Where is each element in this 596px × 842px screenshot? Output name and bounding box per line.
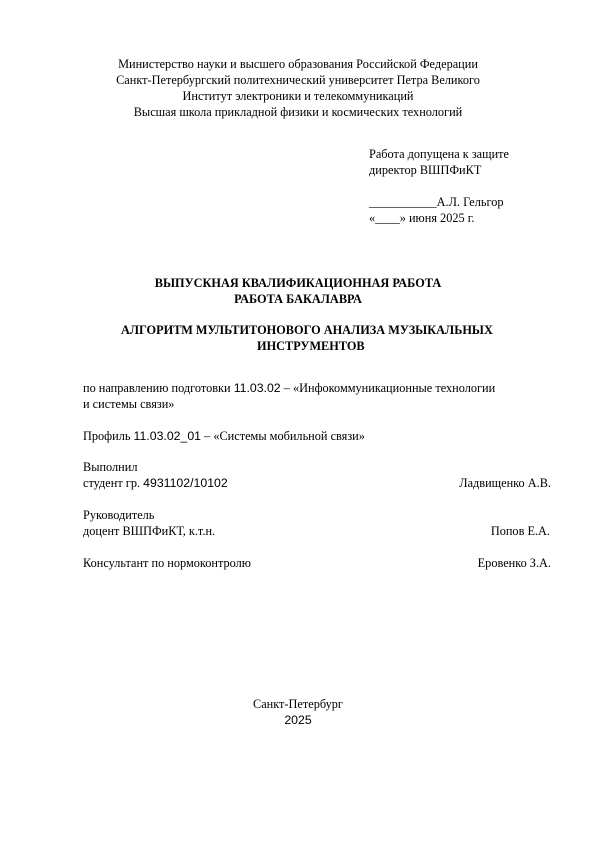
work-type-line2: РАБОТА БАКАЛАВРА: [234, 292, 362, 306]
approval-line: Работа допущена к защите: [369, 147, 510, 161]
profile-prefix: Профиль: [83, 429, 134, 443]
direction-line: [83, 382, 495, 394]
supervisor-role: доцент ВШПФиКТ, к.т.н.: [83, 524, 216, 538]
signature-name: А.Л. Гельгор: [436, 195, 504, 209]
profile-code: 11.03.02_01: [133, 429, 202, 443]
profile-rest: – «Системы мобильной связи»: [201, 429, 365, 443]
topic-line2: ИНСТРУМЕНТОВ: [257, 339, 365, 353]
direction-rest: – «Инфокоммуникационные технологии: [280, 381, 496, 395]
profile-line: [83, 430, 365, 442]
direction-prefix: по направлению подготовки: [83, 381, 234, 395]
approval-date: [369, 212, 474, 224]
school-line: Высшая школа прикладной физики и космических технологий: [133, 105, 463, 119]
supervisor-label: Руководитель: [83, 508, 155, 522]
approval-signature: [369, 196, 504, 208]
footer-city: Санкт-Петербург: [253, 697, 343, 711]
performer-role-prefix: студент гр.: [83, 476, 144, 490]
signature-blank: ___________: [369, 195, 437, 209]
date-blank: ____: [375, 211, 400, 225]
performer-group: 4931102/10102: [143, 476, 228, 490]
supervisor-name: Попов Е.А.: [490, 524, 550, 538]
institute-line: Институт электроники и телекоммуникаций: [182, 89, 414, 103]
topic-line1: АЛГОРИТМ МУЛЬТИТОНОВОГО АНАЛИЗА МУЗЫКАЛЬНЫХ: [121, 323, 493, 337]
date-rest: » июня 2025 г.: [399, 211, 475, 225]
performer-label: Выполнил: [83, 460, 138, 474]
consultant-name: Еровенко З.А.: [477, 556, 551, 570]
approval-director: директор ВШПФиКТ: [369, 163, 482, 177]
direction-code: 11.03.02: [233, 381, 281, 395]
university-line: Санкт-Петербургский политехнический университет Петра Великого: [116, 73, 480, 87]
performer-role: [83, 477, 228, 489]
direction-line2: и системы связи»: [83, 397, 175, 411]
work-type-line1: ВЫПУСКНАЯ КВАЛИФИКАЦИОННАЯ РАБОТА: [154, 276, 442, 290]
date-open-quote: «: [369, 211, 376, 225]
performer-name: Ладвищенко А.В.: [459, 476, 551, 490]
ministry-line: Министерство науки и высшего образования Российской Федерации: [118, 57, 478, 71]
consultant-role: Консультант по нормоконтролю: [83, 556, 251, 570]
footer-year: 2025: [284, 713, 312, 727]
